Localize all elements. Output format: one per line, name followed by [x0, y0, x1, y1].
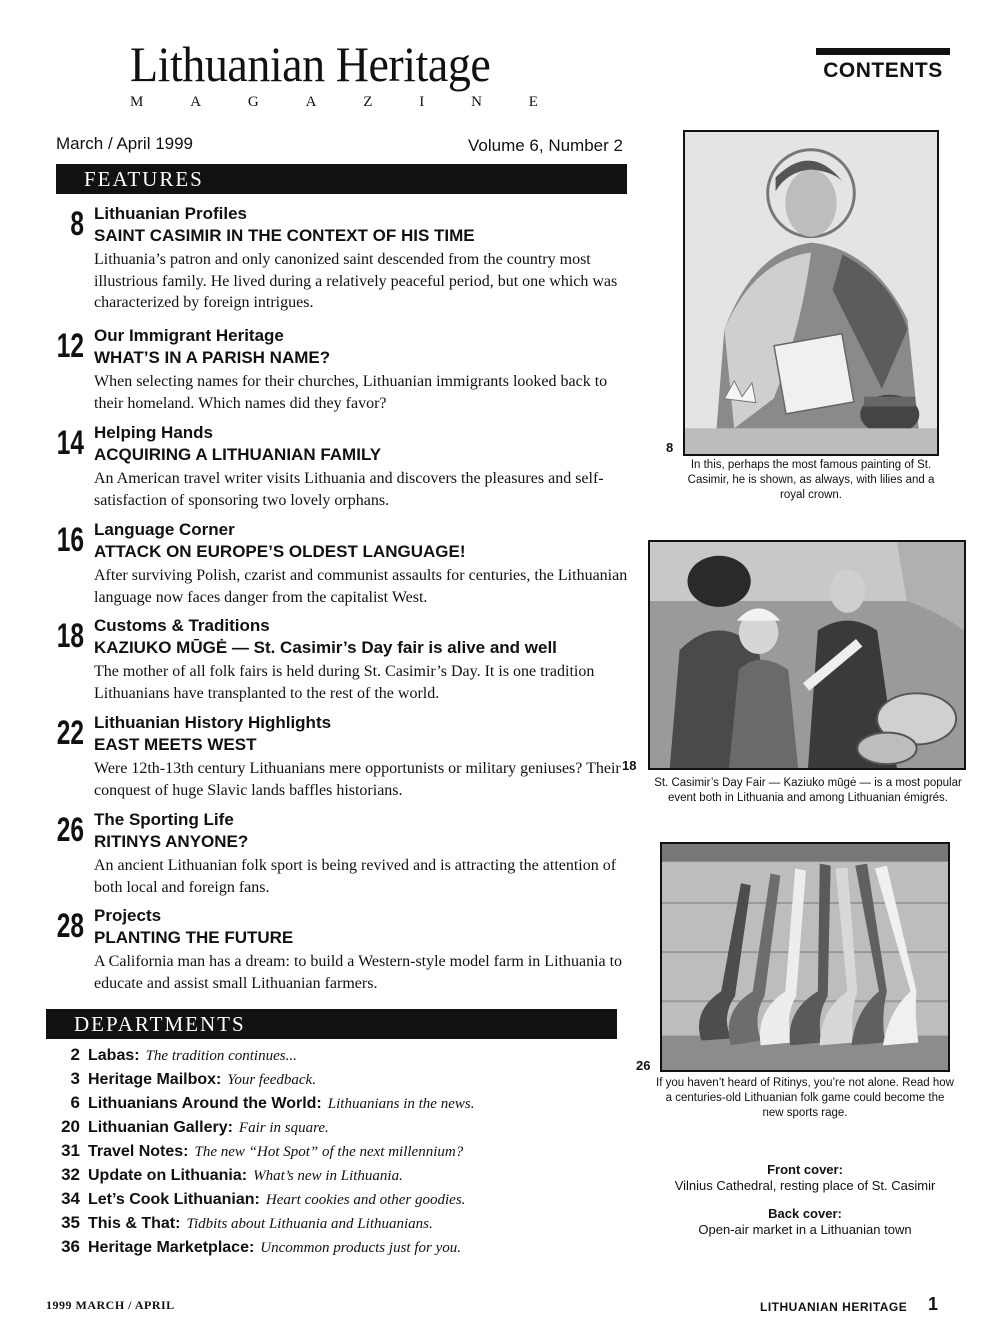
feature-item[interactable] [44, 519, 634, 608]
department-title[interactable]: Travel Notes: [88, 1143, 189, 1160]
department-subtitle: What’s new in Lithuania. [253, 1168, 403, 1184]
photo-caption: If you haven’t heard of Ritinys, you’re not alone. Read how a centuries-old Lithuanian folk game could become the new sports rage. [656, 1077, 954, 1119]
subtitle-letter: N [471, 94, 484, 110]
issue-volume: Volume 6, Number 2 [468, 136, 623, 155]
feature-item[interactable] [44, 905, 634, 994]
department-item[interactable] [42, 1213, 602, 1237]
feature-kicker: Projects [94, 906, 162, 925]
department-subtitle: Tidbits about Lithuania and Lithuanians. [186, 1216, 433, 1232]
department-subtitle: Fair in square. [238, 1120, 329, 1136]
casimir-fair-photo [648, 540, 966, 770]
feature-kicker: Helping Hands [94, 423, 214, 442]
feature-item[interactable] [44, 422, 634, 511]
feature-page-number: 18 [56, 617, 84, 655]
features-heading: FEATURES [56, 164, 627, 194]
photo-page-number: 26 [636, 1058, 651, 1073]
contents-tag: CONTENTS [816, 48, 950, 83]
feature-description: After surviving Polish, czarist and communist assaults for centuries, the Lithuanian language now faces danger from the capitalist West. [94, 567, 628, 606]
feature-headline[interactable]: SAINT CASIMIR IN THE CONTEXT OF HIS TIME [94, 226, 475, 245]
feature-kicker: Customs & Traditions [94, 616, 270, 635]
department-page-number: 6 [70, 1093, 80, 1112]
department-page-number: 35 [61, 1213, 80, 1232]
department-title[interactable]: Lithuanian Gallery: [88, 1119, 233, 1136]
department-item[interactable] [42, 1069, 602, 1093]
department-subtitle: Uncommon products just for you. [260, 1240, 461, 1256]
magazine-subtitle [130, 94, 540, 111]
department-subtitle: The new “Hot Spot” of the next millennium? [194, 1144, 464, 1160]
photo-caption: St. Casimir’s Day Fair — Kaziuko mūgė — is a most popular event both in Lithuania and among Lithuanian émigrés. [654, 777, 962, 804]
subtitle-letter: Z [363, 94, 375, 110]
back-cover-note [660, 1206, 950, 1238]
ritinys-sticks-photo [660, 842, 950, 1072]
feature-item[interactable] [44, 809, 634, 898]
front-cover-note [660, 1162, 950, 1194]
department-subtitle: Lithuanians in the news. [327, 1096, 475, 1112]
department-item[interactable] [42, 1093, 602, 1117]
magazine-title: Lithuanian Heritage [130, 36, 491, 92]
front-cover-desc: Vilnius Cathedral, resting place of St. Casimir [674, 1178, 936, 1193]
subtitle-letter: A [190, 94, 204, 110]
feature-description: The mother of all folk fairs is held during St. Casimir’s Day. It is one tradition Lithuanians have transplanted to the rest of the world. [94, 663, 595, 702]
back-cover-desc: Open-air market in a Lithuanian town [698, 1222, 912, 1237]
feature-kicker: The Sporting Life [94, 810, 234, 829]
footer-magazine: LITHUANIAN HERITAGE [760, 1300, 908, 1314]
photo-page-number: 8 [666, 440, 674, 455]
saint-casimir-painting [683, 130, 939, 456]
feature-page-number: 22 [56, 714, 84, 752]
department-item[interactable] [42, 1165, 602, 1189]
department-item[interactable] [42, 1237, 602, 1261]
department-subtitle: Your feedback. [227, 1072, 316, 1088]
department-item[interactable] [42, 1141, 602, 1165]
feature-page-number: 14 [56, 424, 84, 462]
painting-illustration [685, 132, 937, 454]
feature-item[interactable] [44, 615, 634, 704]
department-page-number: 2 [70, 1045, 80, 1064]
feature-headline[interactable]: ATTACK ON EUROPE’S OLDEST LANGUAGE! [94, 542, 466, 561]
footer-issue: 1999 MARCH / APRIL [46, 1298, 175, 1312]
feature-description: A California man has a dream: to build a Western-style model farm in Lithuania to educate and assist small Lithuanian farmers. [94, 953, 623, 992]
department-item[interactable] [42, 1189, 602, 1213]
department-title[interactable]: Lithuanians Around the World: [88, 1095, 322, 1112]
feature-description: An ancient Lithuanian folk sport is being revived and is attracting the attention of both local and foreign fans. [94, 857, 617, 896]
feature-kicker: Language Corner [94, 520, 235, 539]
department-page-number: 31 [61, 1141, 80, 1160]
feature-description: An American travel writer visits Lithuania and discovers the pleasures and self-satisfaction of sponsoring two lovely orphans. [94, 470, 604, 509]
subtitle-letter: A [305, 94, 319, 110]
feature-headline[interactable]: ACQUIRING A LITHUANIAN FAMILY [94, 445, 382, 464]
department-subtitle: Heart cookies and other goodies. [265, 1192, 466, 1208]
subtitle-letter: E [528, 94, 540, 110]
feature-item[interactable] [44, 325, 634, 414]
issue-date: March / April 1999 [56, 134, 194, 153]
feature-headline[interactable]: RITINYS ANYONE? [94, 832, 249, 851]
feature-kicker: Our Immigrant Heritage [94, 326, 284, 345]
feature-description: When selecting names for their churches, Lithuanian immigrants looked back to their homeland. Which names did they favor? [94, 373, 608, 412]
department-title[interactable]: Heritage Marketplace: [88, 1239, 255, 1256]
feature-kicker: Lithuanian Profiles [94, 204, 248, 223]
department-page-number: 36 [61, 1237, 80, 1256]
departments-heading: DEPARTMENTS [46, 1009, 617, 1039]
department-page-number: 20 [61, 1117, 80, 1136]
feature-headline[interactable]: KAZIUKO MŪGĖ — St. Casimir’s Day fair is alive and well [94, 638, 557, 657]
feature-page-number: 16 [56, 521, 84, 559]
department-title[interactable]: Update on Lithuania: [88, 1167, 248, 1184]
feature-item[interactable] [44, 712, 637, 801]
departments-list [42, 1045, 602, 1261]
feature-headline[interactable]: EAST MEETS WEST [94, 735, 257, 754]
footer-page-number: 1 [928, 1294, 939, 1314]
fair-illustration [650, 542, 964, 768]
department-title[interactable]: Let’s Cook Lithuanian: [88, 1191, 260, 1208]
sticks-illustration [662, 844, 948, 1070]
photo-caption: In this, perhaps the most famous painting of St. Casimir, he is shown, as always, with lilies and a royal crown. [687, 459, 935, 501]
feature-item[interactable] [44, 203, 634, 314]
feature-description: Were 12th-13th century Lithuanians mere opportunists or military geniuses? Their conquest of huge Slavic lands baffles historians. [94, 760, 621, 799]
department-page-number: 3 [70, 1069, 80, 1088]
department-subtitle: The tradition continues... [145, 1048, 297, 1064]
masthead [58, 36, 598, 111]
feature-headline[interactable]: WHAT’S IN A PARISH NAME? [94, 348, 331, 367]
front-cover-title: Front cover: [767, 1162, 843, 1177]
feature-page-number: 12 [56, 327, 84, 365]
department-item[interactable] [42, 1117, 602, 1141]
feature-page-number: 26 [56, 811, 84, 849]
feature-page-number: 8 [70, 205, 84, 243]
back-cover-title: Back cover: [768, 1206, 842, 1221]
department-page-number: 32 [61, 1165, 80, 1184]
department-title[interactable]: Heritage Mailbox: [88, 1071, 222, 1088]
department-page-number: 34 [61, 1189, 80, 1208]
photo-page-number: 18 [622, 758, 637, 773]
department-title[interactable]: This & That: [88, 1215, 181, 1232]
feature-headline[interactable]: PLANTING THE FUTURE [94, 928, 294, 947]
department-item[interactable] [42, 1045, 602, 1069]
feature-description: Lithuania’s patron and only canonized saint descended from the country most illustrious family. He lived during a relatively peaceful period, but one which was characterized by foreign intrigues. [94, 251, 618, 311]
subtitle-letter: I [419, 94, 427, 110]
feature-page-number: 28 [56, 907, 84, 945]
department-title[interactable]: Labas: [88, 1047, 140, 1064]
subtitle-letter: G [247, 94, 261, 110]
subtitle-letter: M [130, 94, 146, 110]
feature-kicker: Lithuanian History Highlights [94, 713, 332, 732]
